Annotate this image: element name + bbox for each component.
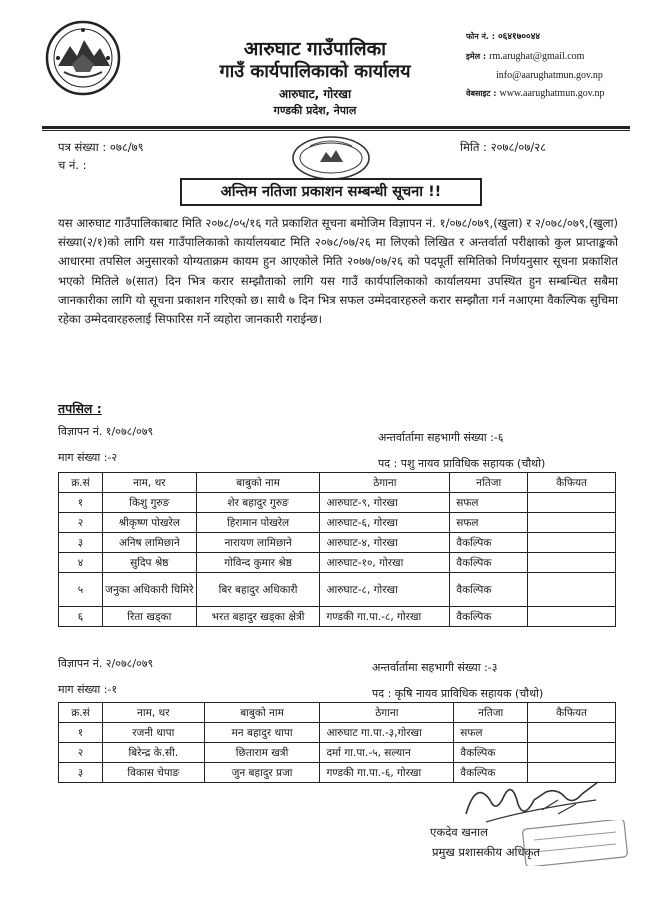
website-label: वेबसाइट :	[466, 89, 497, 98]
cell-name: जनुका अधिकारी घिमिरे	[102, 573, 196, 607]
col-header-result: नतिजा	[450, 473, 528, 493]
table-row	[59, 607, 616, 627]
cell-name: विकास चेपाङ	[102, 763, 204, 783]
contact-email-secondary	[496, 69, 662, 82]
cell-result: सफल	[450, 513, 528, 533]
cell-address: दर्मा गा.पा.-५, सल्यान	[320, 743, 454, 763]
col-header-father: बाबुको नाम	[196, 473, 320, 493]
cell-sn: ५	[59, 573, 103, 607]
cell-address: आरुघाट-४, गोरखा	[320, 533, 450, 553]
cell-name: अनिष लामिछाने	[102, 533, 196, 553]
header-divider-thin	[42, 130, 630, 131]
cell-address: आरुघाट-८, गोरखा	[320, 573, 450, 607]
vacancy2-number: विज्ञापन नं. २/०७८/०७९	[58, 657, 154, 670]
col-header-result: नतिजा	[454, 703, 528, 723]
cell-result: वैकल्पिक	[450, 553, 528, 573]
reference-number: पत्र संख्या : ०७८/७९	[58, 140, 144, 154]
government-emblem-icon	[44, 16, 122, 100]
notice-body: यस आरुघाट गाउँपालिकाबाट मिति २०७८/०५/१६ गते प्रकाशित सूचना बमोजिम विज्ञापन नं. १/०७८/०७९,(खुला) र २/०७८/०७९,(खुला) संख्या(२/१)को लागि यस गाउँपालिकाको कार्यालयबाट मिति २०७८/०७/२६ मा लिएको लिखित र अन्तर्वार्ता परीक्षाको कुल प्राप्ताङ्कको आधारमा तपसिल अनुसारको योग्यताक्रम कायम हुन आएकोले मिति २०७७/०७/२६ को पदपूर्ती समितिको निर्णयनुसार सूचना प्रकाशित भएको मितिले ७(सात) दिन भित्र करार सम्झौताको लागि यस गाउँ कार्यपालिकाको कार्यालयमा उपस्थित हुन सम्बन्धित सबैमा जानकारीका लागि यो सूचना प्रकाशन गरिएको छ। साथै ७ दिन भित्र सफल उम्मेदवारहरुले करार सम्झौता गर्न नआएमा वैकल्पिक सुचिमा रहेका उम्मेदवारहरुलाई सिफारिस गर्ने व्यहोरा जानकारी गराईन्छ।	[58, 216, 618, 327]
cell-result: वैकल्पिक	[454, 763, 528, 783]
cell-father: जुन बहादुर प्रजा	[204, 763, 320, 783]
cell-name: रजनी थापा	[102, 723, 204, 743]
signatory-title: प्रमुख प्रशासकीय अधिकृत	[432, 845, 540, 859]
table-row	[59, 573, 616, 607]
cell-name: किशु गुरुङ	[102, 493, 196, 513]
cell-result: वैकल्पिक	[450, 533, 528, 553]
vacancy1-demand: माग संख्या :-२	[58, 451, 118, 464]
office-name: आरुघाट गाउँपालिका	[243, 38, 387, 60]
cell-remarks	[528, 573, 616, 607]
table-header-row	[59, 473, 616, 493]
col-header-address: ठेगाना	[320, 473, 450, 493]
col-header-sn: क्र.सं	[59, 473, 103, 493]
table-row	[59, 513, 616, 533]
table-header-row	[59, 703, 616, 723]
cell-result: सफल	[454, 723, 528, 743]
office-province: गण्डकी प्रदेश, नेपाल	[273, 104, 357, 117]
cell-name: बिरेन्द्र के.सी.	[102, 743, 204, 763]
cell-sn: २	[59, 513, 103, 533]
cell-sn: १	[59, 723, 103, 743]
phone-number: ०६४१७००४४	[497, 32, 541, 42]
office-subtitle: गाउँ कार्यपालिकाको कार्यालय	[219, 61, 411, 82]
cell-result: सफल	[450, 493, 528, 513]
cell-name: सुदिप श्रेष्ठ	[102, 553, 196, 573]
vacancy1-results-table	[58, 472, 616, 627]
cell-result: वैकल्पिक	[450, 607, 528, 627]
cell-name: श्रीकृष्ण पोखरेल	[102, 513, 196, 533]
table-row	[59, 743, 616, 763]
col-header-remarks: कैफियत	[528, 473, 616, 493]
cell-address: आरुघाट-६, गोरखा	[320, 513, 450, 533]
cell-father: नारायण लामिछाने	[196, 533, 320, 553]
cell-address: गण्डकी गा.पा.-८, गोरखा	[320, 607, 450, 627]
cell-address: गण्डकी गा.पा.-६, गोरखा	[320, 763, 454, 783]
cell-result: वैकल्पिक	[454, 743, 528, 763]
cell-remarks	[528, 513, 616, 533]
cell-remarks	[528, 553, 616, 573]
cell-remarks	[528, 723, 616, 743]
cell-address: आरुघाट-१०, गोरखा	[320, 553, 450, 573]
col-header-name: नाम, थर	[102, 473, 196, 493]
header-divider	[42, 126, 630, 129]
cell-father: छिताराम खत्री	[204, 743, 320, 763]
contact-phone	[466, 30, 656, 44]
contact-email	[466, 50, 656, 63]
cell-father: गोविन्द कुमार श्रेष्ठ	[196, 553, 320, 573]
email-link-secondary[interactable]: info@aarughatmun.gov.np	[496, 70, 603, 81]
email-label: इमेल :	[466, 52, 487, 61]
cell-father: भरत बहादुर खड्का क्षेत्री	[196, 607, 320, 627]
notice-title: अन्तिम नतिजा प्रकाशन सम्बन्धी सूचना !!	[180, 178, 482, 206]
document-date: मिति : २०७८/०७/२८	[460, 140, 547, 154]
cell-result: वैकल्पिक	[450, 573, 528, 607]
vacancy2-demand: माग संख्या :-१	[58, 683, 118, 696]
cell-name: रिता खड्का	[102, 607, 196, 627]
cell-address: आरुघाट-९, गोरखा	[320, 493, 450, 513]
cell-sn: ६	[59, 607, 103, 627]
signatory-name: एकदेव खनाल	[430, 825, 488, 839]
dispatch-number: च नं. :	[58, 158, 87, 172]
cell-remarks	[528, 607, 616, 627]
phone-label: फोन नं. :	[466, 32, 495, 41]
details-heading: तपसिल :	[58, 401, 102, 416]
cell-father: बिर बहादुर अधिकारी	[196, 573, 320, 607]
vacancy2-participants: अन्तर्वार्तामा सहभागी संख्या :-३	[372, 661, 498, 674]
table-row	[59, 553, 616, 573]
col-header-address: ठेगाना	[320, 703, 454, 723]
cell-remarks	[528, 743, 616, 763]
email-link[interactable]: rm.arughat@gmail.com	[489, 51, 585, 62]
table-row	[59, 493, 616, 513]
cell-remarks	[528, 493, 616, 513]
cell-remarks	[528, 533, 616, 553]
vacancy1-post: पद : पशु नायव प्राविधिक सहायक (चौथो)	[378, 457, 546, 470]
vacancy2-post: पद : कृषि नायव प्राविधिक सहायक (चौथो)	[372, 687, 544, 700]
col-header-sn: क्र.सं	[59, 703, 103, 723]
contact-website	[466, 87, 656, 100]
cell-father: मन बहादुर थापा	[204, 723, 320, 743]
website-link[interactable]: www.aarughatmun.gov.np	[499, 88, 605, 99]
cell-sn: ४	[59, 553, 103, 573]
cell-address: आरुघाट गा.पा.-३,गोरखा	[320, 723, 454, 743]
cell-sn: ३	[59, 533, 103, 553]
cell-father: हिरामान पोखरेल	[196, 513, 320, 533]
vacancy1-participants: अन्तर्वार्तामा सहभागी संख्या :-६	[378, 431, 504, 444]
col-header-name: नाम, थर	[102, 703, 204, 723]
cell-sn: १	[59, 493, 103, 513]
vacancy1-number: विज्ञापन नं. १/०७८/०७९	[58, 425, 154, 438]
cell-sn: ३	[59, 763, 103, 783]
office-address: आरुघाट, गोरखा	[278, 87, 352, 101]
col-header-remarks: कैफियत	[528, 703, 616, 723]
office-stamp-icon	[290, 134, 372, 182]
table-row	[59, 723, 616, 743]
cell-sn: २	[59, 743, 103, 763]
col-header-father: बाबुको नाम	[204, 703, 320, 723]
cell-father: शेर बहादुर गुरुङ	[196, 493, 320, 513]
table-row	[59, 533, 616, 553]
